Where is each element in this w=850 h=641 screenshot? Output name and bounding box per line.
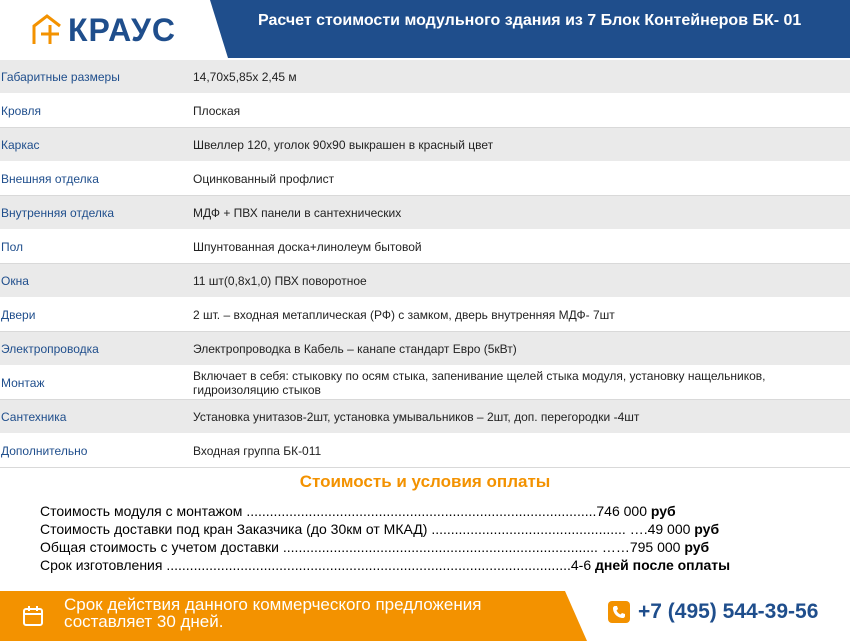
cost-line-text: Стоимость доставки под кран Заказчика (до 30км от МКАД) .................................................. ….49 000	[40, 521, 695, 537]
cost-line	[40, 520, 830, 538]
spec-row	[0, 434, 850, 468]
spec-label: Габаритные размеры	[0, 60, 191, 94]
spec-label: Кровля	[0, 94, 191, 128]
spec-row	[0, 60, 850, 94]
cost-line-unit: дней после оплаты	[595, 557, 731, 573]
spec-value: Швеллер 120, уголок 90х90 выкрашен в красный цвет	[191, 128, 850, 162]
spec-row	[0, 230, 850, 264]
spec-value: МДФ + ПВХ панели в сантехнических	[191, 196, 850, 230]
spec-value: Плоская	[191, 94, 850, 128]
spec-value: 14,70х5,85х 2,45 м	[191, 60, 850, 94]
cost-line-text: Срок изготовления ........................................................................................................4-6	[40, 557, 595, 573]
cost-section-title: Стоимость и условия оплаты	[299, 472, 551, 491]
cost-lines	[40, 502, 830, 574]
phone-contact[interactable]	[608, 600, 818, 624]
cost-line	[40, 502, 830, 520]
offer-banner	[0, 591, 565, 641]
logo[interactable]	[32, 10, 182, 50]
spec-row	[0, 298, 850, 332]
phone-number[interactable]: +7 (495) 544-39-56	[638, 600, 819, 623]
spec-label: Монтаж	[0, 366, 191, 400]
spec-value: Установка унитазов-2шт, установка умывальников – 2шт, доп. перегородки -4шт	[191, 400, 850, 434]
house-cross-logo-icon	[32, 14, 62, 46]
cost-line	[40, 538, 830, 556]
cost-line-unit: руб	[694, 521, 720, 537]
spec-row	[0, 128, 850, 162]
spec-value: Включает в себя: стыковку по осям стыка, запенивание щелей стыка модуля, установку нащельников, гидроизоляцию стыков	[191, 366, 850, 400]
spec-row	[0, 332, 850, 366]
cost-line	[40, 556, 830, 574]
spec-label: Окна	[0, 264, 191, 298]
spec-label: Двери	[0, 298, 191, 332]
header	[0, 0, 850, 58]
spec-value: Шпунтованная доска+линолеум бытовой	[191, 230, 850, 264]
spec-row	[0, 264, 850, 298]
offer-line-1: Срок действия данного коммерческого предложения	[64, 595, 482, 614]
spec-label: Сантехника	[0, 400, 191, 434]
logo-text: КРАУС	[68, 11, 176, 48]
spec-row	[0, 162, 850, 196]
spec-value: Оцинкованный профлист	[191, 162, 850, 196]
cost-line-text: Стоимость модуля с монтажом ..........................................................................................746 000	[40, 503, 651, 519]
offer-line-2: составляет 30 дней.	[64, 612, 224, 631]
phone-icon	[608, 601, 630, 623]
offer-validity-text	[64, 596, 481, 630]
spec-value: Электропроводка в Кабель – канапе стандарт Евро (5кВт)	[191, 332, 850, 366]
spec-value: 11 шт(0,8х1,0) ПВХ поворотное	[191, 264, 850, 298]
spec-row	[0, 400, 850, 434]
calendar-icon	[22, 605, 44, 627]
spec-label: Дополнительно	[0, 434, 191, 468]
spec-table	[0, 60, 850, 468]
spec-row	[0, 196, 850, 230]
page-title: Расчет стоимости модульного здания из 7 Блок Контейнеров БК- 01	[258, 12, 802, 29]
spec-label: Пол	[0, 230, 191, 264]
spec-label: Каркас	[0, 128, 191, 162]
spec-value: 2 шт. – входная метаплическая (РФ) с замком, дверь внутренняя МДФ- 7шт	[191, 298, 850, 332]
title-band	[228, 0, 850, 58]
spec-row	[0, 366, 850, 400]
spec-value: Входная группа БК-011	[191, 434, 850, 468]
spec-label: Внутренняя отделка	[0, 196, 191, 230]
cost-line-text: Общая стоимость с учетом доставки ................................................................................. ……795 000	[40, 539, 685, 555]
spec-label: Внешняя отделка	[0, 162, 191, 196]
spec-label: Электропроводка	[0, 332, 191, 366]
cost-line-unit: руб	[684, 539, 710, 555]
cost-line-unit: руб	[650, 503, 676, 519]
spec-row	[0, 94, 850, 128]
